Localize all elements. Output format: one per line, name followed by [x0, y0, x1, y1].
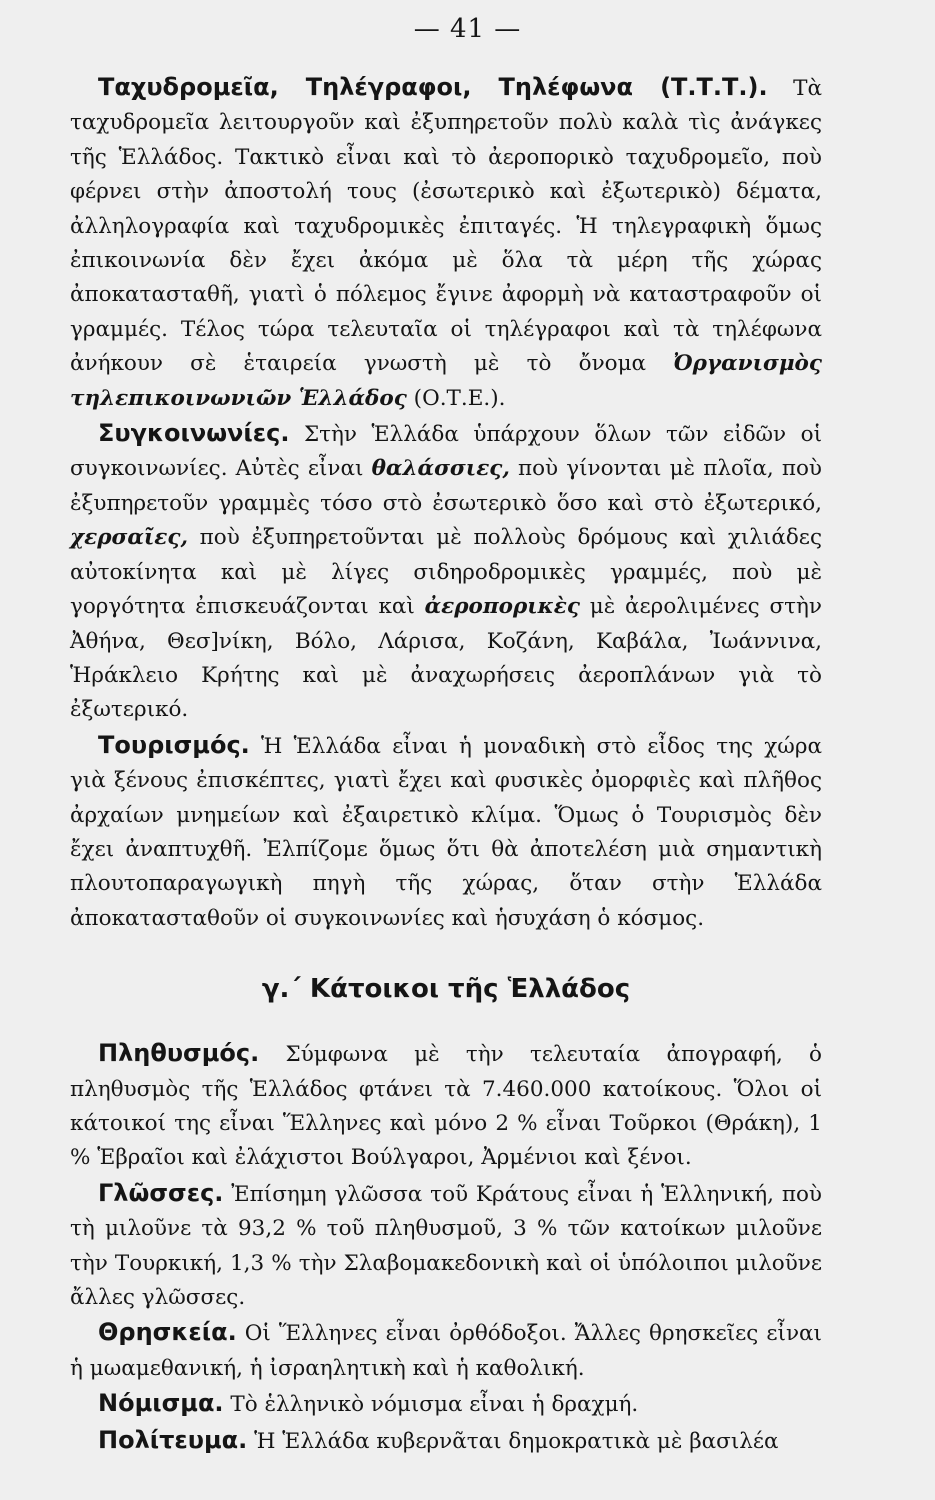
paragraph-text: μὲ ἀερολιμένες στὴν Ἀθήνα, Θεσ]νίκη, Βόλο, Λάρισα, Κοζάνη, Καβάλα, Ἰωάννινα, Ἡράκλειο Κρήτης καὶ μὲ ἀναχωρήσεις ἀεροπλάνων γιὰ τὸ ἐξωτερικό.: [70, 594, 822, 723]
paragraph-religion: [70, 1315, 822, 1386]
paragraph-text: Οἱ Ἕλληνες εἶναι ὀρθόδοξοι. Ἄλλες θρησκεῖες εἶναι ἡ μωαμεθανική, ἡ ἰσραηλητικὴ καὶ ἡ καθολική.: [70, 1321, 822, 1381]
heading-post: Ταχυδρομεῖα, Τηλέγραφοι, Τηλέφωνα (Τ.Τ.Τ.).: [98, 73, 768, 101]
paragraph-text: Ἡ Ἑλλάδα κυβερνᾶται δημοκρατικὰ μὲ βασιλέα: [247, 1428, 779, 1454]
paragraph-tourism: [70, 728, 822, 936]
paragraph-text: (Ο.Τ.Ε.).: [406, 385, 506, 411]
paragraph-text: ποὺ ἐξυπηρετοῦνται μὲ πολλοὺς δρόμους καὶ χιλιάδες αὐτοκίνητα καὶ μὲ λίγες σιδηροδρομικὲς γραμμές, ποὺ μὲ γοργότητα ἐπισκευάζονται καὶ: [70, 525, 822, 620]
page-body: [70, 70, 822, 1459]
italic-term: Ὀργανισμὸς τηλεπικοινωνιῶν Ἑλλάδος: [70, 351, 822, 411]
paragraph-text: Τὸ ἑλληνικὸ νόμισμα εἶναι ἡ δραχμή.: [223, 1392, 639, 1418]
heading-tourism: Τουρισμός.: [98, 730, 250, 759]
paragraph-post-telegraph: [70, 70, 822, 416]
paragraph-government: [70, 1423, 822, 1459]
paragraph-text: Τὰ ταχυδρομεῖα λειτουργοῦν καὶ ἐξυπηρετοῦν πολὺ καλὰ τὶς ἀνάγκες τῆς Ἑλλάδος. Τακτικὸ εἶναι καὶ τὸ ἀεροπορικὸ ταχυδρομεῖο, ποὺ φέρνει στὴν ἀποστολή τους (ἐσωτερικὸ καὶ ἐξωτερικὸ) δέματα, ἀλληλογραφία καὶ ταχυδρομικὲς ἐπιταγές. Ἡ τηλεγραφικὴ ὅμως ἐπικοινωνία δὲν ἔχει ἀκόμα μὲ ὅλα τὰ μέρη τῆς χώρας ἀποκατασταθῆ, γιατὶ ὁ πόλεμος ἔγινε ἀφορμὴ νὰ καταστραφοῦν οἱ γραμμές. Τέλος τώρα τελευταῖα οἱ τηλέγραφοι καὶ τὰ τηλέφωνα ἀνήκουν σὲ ἑταιρεία γνωστὴ μὲ τὸ ὄνομα: [70, 76, 822, 377]
paragraph-text: Στὴν Ἑλλάδα ὑπάρχουν ὅλων τῶν εἰδῶν οἱ συγκοινωνίες. Αὐτὲς εἶναι: [70, 422, 822, 482]
paragraph-population: [70, 1036, 822, 1176]
italic-term: θαλάσσιες,: [371, 456, 510, 482]
paragraph-communications: [70, 416, 822, 728]
paragraph-currency: [70, 1386, 822, 1422]
heading-religion: Θρησκεία.: [98, 1318, 237, 1347]
paragraph-text: Ἡ Ἑλλάδα εἶναι ἡ μοναδικὴ στὸ εἶδος της χώρα γιὰ ξένους ἐπισκέπτες, γιατὶ ἔχει καὶ φυσικὲς ὀμορφιὲς καὶ πλῆθος ἀρχαίων μνημείων καὶ ἐξαιρετικὸ κλίμα. Ὅμως ὁ Τουρισμὸς δὲν ἔχει ἀναπτυχθῆ. Ἐλπίζομε ὅμως ὅτι θὰ ἀποτελέση μιὰ σημαντικὴ πλουτοπαραγωγικὴ πηγὴ τῆς χώρας, ὅταν στὴν Ἑλλάδα ἀποκατασταθοῦν οἱ συγκοινωνίες καὶ ἡσυχάση ὁ κόσμος.: [70, 733, 822, 931]
heading-currency: Νόμισμα.: [98, 1389, 224, 1418]
italic-term: χερσαῖες,: [70, 525, 188, 551]
section-title: γ.΄ Κάτοικοι τῆς Ἑλλάδος: [261, 974, 631, 1005]
page-number: — 41 —: [413, 14, 522, 44]
heading-population: Πληθυσμός.: [98, 1039, 260, 1068]
italic-term: ἀεροπορικὲς: [424, 594, 580, 620]
paragraph-languages: [70, 1176, 822, 1316]
heading-government: Πολίτευμα.: [98, 1425, 248, 1454]
paragraph-text: Σύμφωνα μὲ τὴν τελευταία ἀπογραφή, ὁ πληθυσμὸς τῆς Ἑλλάδος φτάνει τὰ 7.460.000 κατοίκους. Ὅλοι οἱ κάτοικοί της εἶναι Ἕλληνες καὶ μόνο 2 % εἶναι Τοῦρκοι (Θράκη), 1 % Ἑβραῖοι καὶ ἐλάχιστοι Βούλγαροι, Ἀρμένιοι καὶ ξένοι.: [70, 1042, 822, 1171]
heading-communications: Συγκοινωνίες.: [98, 419, 290, 448]
paragraph-text: Ἐπίσημη γλῶσσα τοῦ Κράτους εἶναι ἡ Ἑλληνική, ποὺ τὴ μιλοῦνε τὰ 93,2 % τοῦ πληθυσμοῦ, 3 % τῶν κατοίκων μιλοῦνε τὴν Τουρκική, 1,3 % τὴν Σλαβομακεδονικὴ καὶ οἱ ὑπόλοιποι μιλοῦνε ἄλλες γλῶσσες.: [70, 1181, 822, 1310]
heading-languages: Γλῶσσες.: [98, 1178, 224, 1207]
paragraph-text: ποὺ γίνονται μὲ πλοῖα, ποὺ ἐξυπηρετοῦν γραμμὲς τόσο στὸ ἐσωτερικὸ ὅσο καὶ στὸ ἐξωτερικό,: [70, 456, 822, 516]
